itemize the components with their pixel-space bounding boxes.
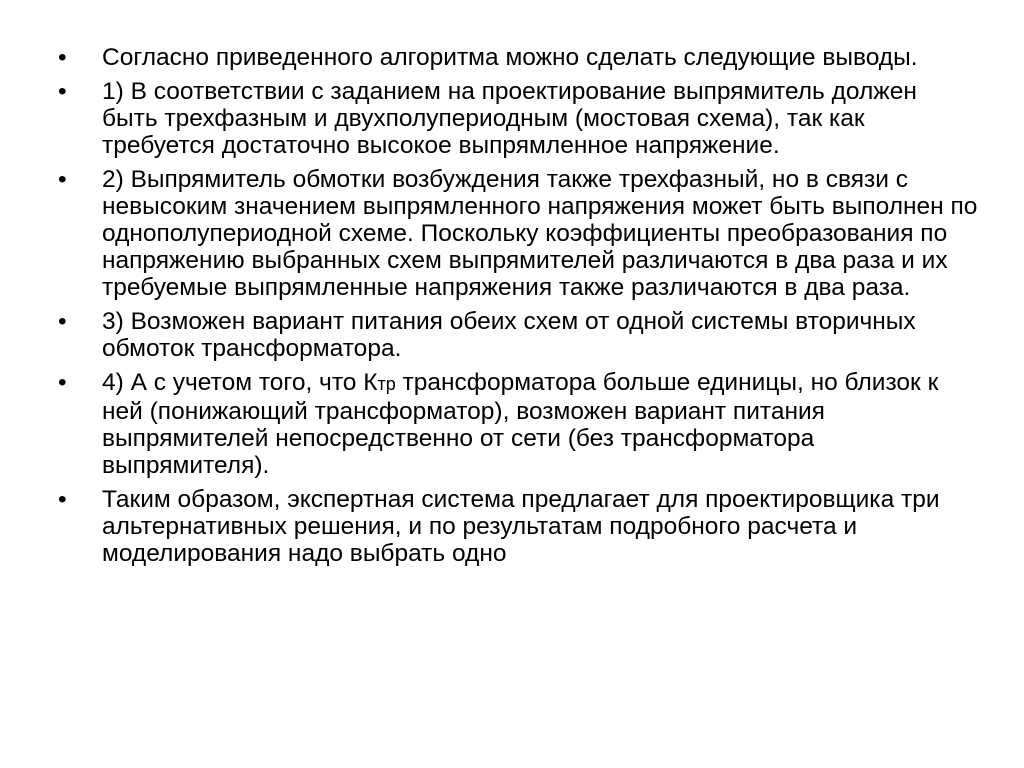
bullet-item-conclusions-intro xyxy=(58,44,978,71)
bullet-item-point-2 xyxy=(58,166,978,301)
bullet-icon: • xyxy=(58,166,67,193)
bullet-text: Согласно приведенного алгоритма можно сделать следующие выводы. xyxy=(102,44,918,71)
bullet-list xyxy=(58,44,978,574)
bullet-text: 1) В соответствии с заданием на проектирование выпрямитель должен быть трехфазным и двухполупериодным (мостовая схема), так как требуется достаточно высокое выпрямленное напряжение. xyxy=(102,78,917,159)
bullet-text: Таким образом, экспертная система предлагает для проектировщика три альтернативных решения, и по результатам подробного расчета и моделирования надо выбрать одно xyxy=(102,486,940,567)
bullet-icon: • xyxy=(58,486,67,513)
bullet-icon: • xyxy=(58,78,67,105)
bullet-item-point-3 xyxy=(58,308,978,362)
bullet-icon: • xyxy=(58,308,67,335)
bullet-item-point-4 xyxy=(58,369,978,479)
bullet-text-part: трансформатора больше единицы, но близок к ней (понижающий трансформатор), возможен вариант питания выпрямителей непосредственно от сети (без трансформатора выпрямителя). xyxy=(102,369,939,479)
bullet-item-summary xyxy=(58,486,978,567)
bullet-text-part: 4) А с учетом того, что К xyxy=(102,369,378,396)
bullet-text: 2) Выпрямитель обмотки возбуждения также трехфазный, но в связи с невысоким значением выпрямленного напряжения может быть выполнен по однополупериодной схеме. Поскольку коэффициенты преобразования по напряжению выбранных схем выпрямителей различаются в два раза и их требуемые выпрямленные напряжения также различаются в два раза. xyxy=(102,166,978,301)
bullet-icon: • xyxy=(58,44,67,71)
ktr-subscript: тр xyxy=(377,374,396,394)
bullet-text: 3) Возможен вариант питания обеих схем от одной системы вторичных обмоток трансформатора. xyxy=(102,308,916,362)
bullet-item-point-1 xyxy=(58,78,978,159)
bullet-text xyxy=(102,369,978,479)
bullet-icon: • xyxy=(58,369,67,396)
